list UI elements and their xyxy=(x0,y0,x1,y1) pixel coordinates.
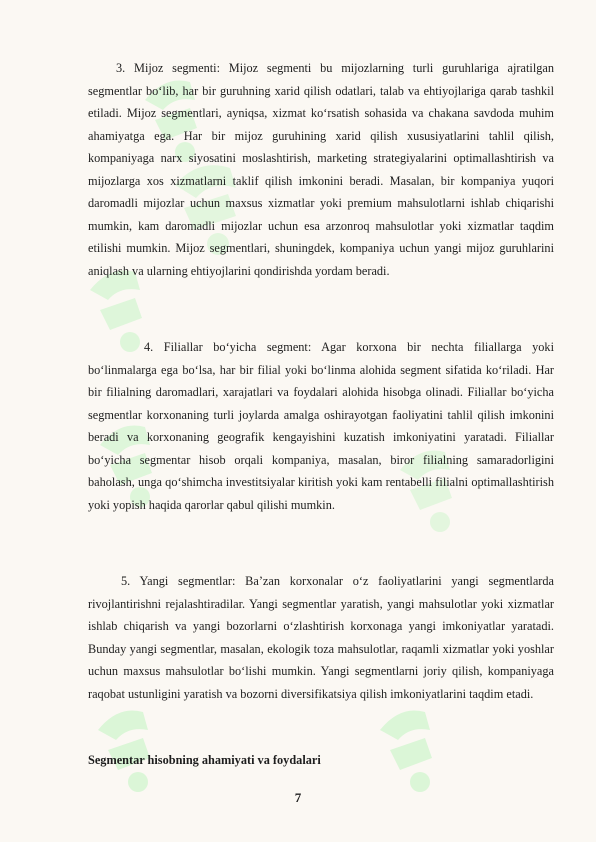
paragraph-new-segments: 5. Yangi segmentlar: Ba’zan korxonalar o‘z faoliyatlarini yangi segmentlarda rivojlantirishni rejalashtiradilar. Yangi segmentlar yaratish, yangi mahsulotlar yoki xizmatlar ishlab chiqarish va yangi bozorlarni o‘zlashtirish korxonaga yangi imkoniyatlar yaratadi. Bunday yangi segmentlar, masalan, ekologik toza mahsulotlar, raqamli xizmatlar yoki yoshlar uchun maxsus mahsulotlar bo‘lishi mumkin. Yangi segmentlarni joriy qilish, kompaniyaga raqobat ustunligini yaratish va bozorni diversifikatsiya qilish imkoniyatlarini taqdim etadi. xyxy=(88,574,554,701)
section-heading: Segmentar hisobning ahamiyati va foydalari xyxy=(88,753,321,767)
watermark-logo-icon xyxy=(88,690,178,800)
watermark-logo-icon xyxy=(370,690,460,800)
page-number: 7 xyxy=(294,790,302,805)
paragraph-branch-segment: 4. Filiallar bo‘yicha segment: Agar korxona bir nechta filiallarga yoki bo‘linmalarga ega bo‘lsa, har bir filial yoki bo‘linma alohida segment sifatida ko‘riladi. Har bir filialning daromadlari, xarajatlari va foydalari alohida hisobga olinadi. Filiallar bo‘yicha segmentlar korxonaning turli joylarda amalga oshirayotgan faoliyatini tahlil qilish imkonini beradi va korxonaning geografik kengayishini kuzatish imkoniyatini yaratadi. Filiallar bo‘yicha segmentar hisob orqali kompaniya, masalan, biror filialning samaradorligini baholash, unga qo‘shimcha investitsiyalar kiritish yoki kam rentabelli filialni optimallashtirish yoki yopish haqida qarorlar qabul qilishi mumkin. xyxy=(88,340,554,512)
paragraph-customer-segment: 3. Mijoz segmenti: Mijoz segmenti bu mijozlarning turli guruhlariga ajratilgan segmentlar bo‘lib, har bir guruhning xarid qilish odatlari, talab va ehtiyojlariga qarab tashkil etiladi. Mijoz segmentlari, ayniqsa, xizmat ko‘rsatish sohasida va chakana savdoda muhim ahamiyatga ega. Har bir mijoz guruhining xarid qilish xususiyatlarini tahlil qilish, kompaniyaga narx siyosatini moslashtirish, marketing strategiyalarini optimallashtirish va mijozlarga xos xizmatlarni taklif qilish imkonini beradi. Masalan, bir kompaniya yuqori daromadli mijozlar uchun maxsus xizmatlar yoki premium mahsulotlarni ishlab chiqarishi mumkin, kam daromadli mijozlar uchun esa arzonroq mahsulotlar yoki xizmatlar taqdim etilishi mumkin. Mijoz segmentlari, shuningdek, kompaniya uchun yangi mijoz guruhlarini aniqlash va ularning ehtiyojlarini qondirishda yordam beradi. xyxy=(88,61,554,278)
